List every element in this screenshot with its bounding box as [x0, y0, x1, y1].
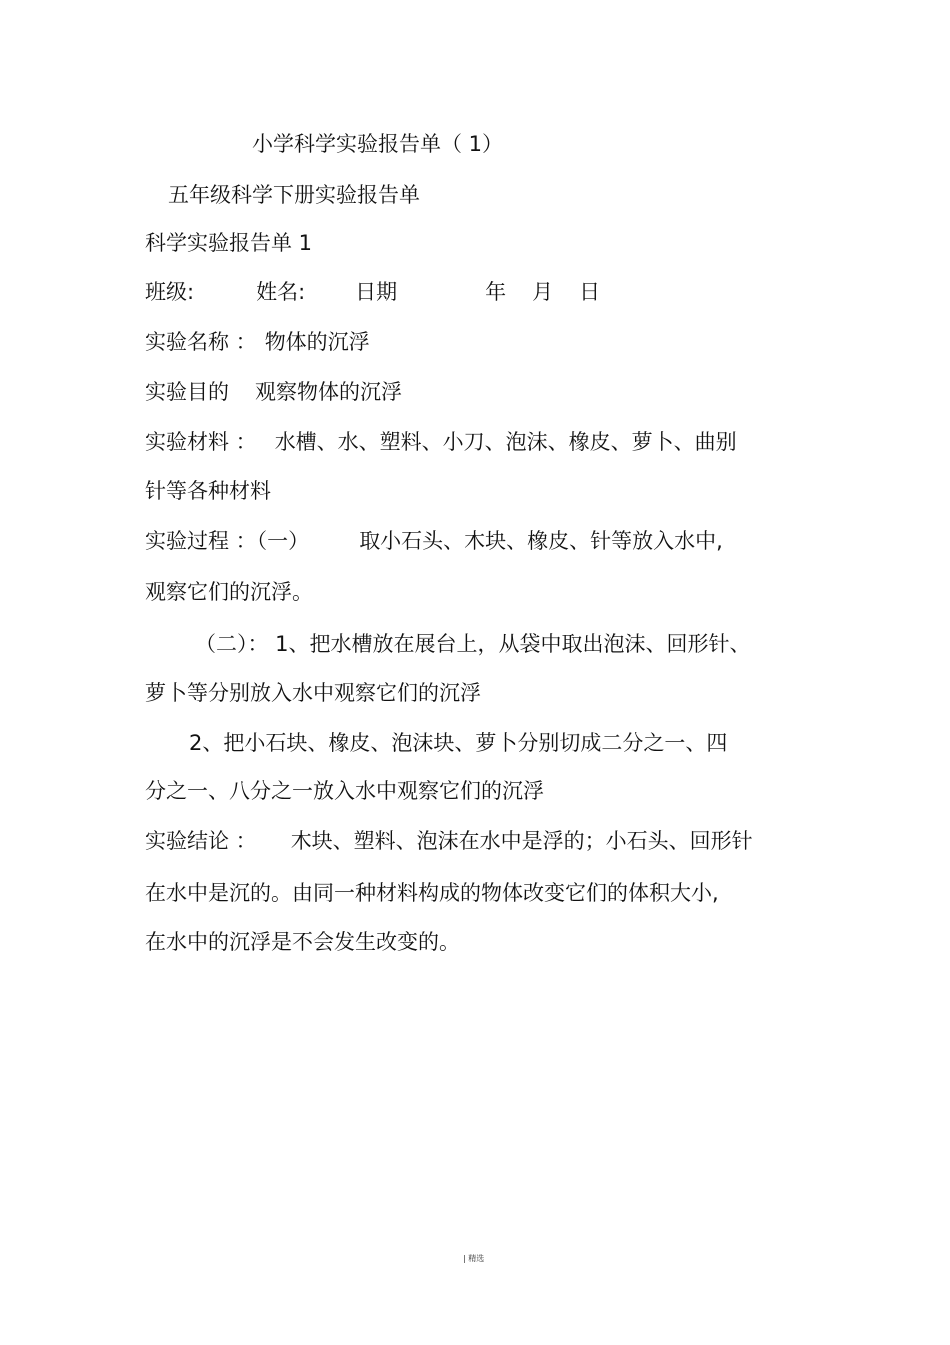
year-label: 年: [485, 280, 507, 304]
document-subtitle: 五年级科学下册实验报告单: [168, 183, 420, 207]
page-footer: | 精选: [463, 1254, 485, 1263]
conclusion-row: [145, 827, 753, 855]
day-label: 日: [579, 280, 601, 304]
process-step2-line2: 萝卜等分别放入水中观察它们的沉浮: [145, 681, 481, 705]
materials-value-line2: 针等各种材料: [145, 479, 271, 503]
process-step1-line2: 观察它们的沉浮。: [145, 580, 313, 604]
materials-label: 实验材料 ：: [145, 430, 257, 454]
process-label: 实验过程 ：（一）: [145, 529, 310, 553]
process-row-1: [145, 527, 723, 555]
conclusion-line3: 在水中的沉浮是不会发生改变的。: [145, 930, 460, 954]
purpose-label: 实验目的: [145, 380, 229, 404]
experiment-name-value: 物体的沉浮: [264, 330, 370, 354]
purpose-row: [145, 378, 402, 406]
purpose-value: 观察物体的沉浮: [255, 380, 402, 404]
conclusion-line1: 木块、塑料、泡沫在水中是浮的；小石头、回形针: [290, 829, 753, 853]
process-step1-line1: 取小石头、木块、橡皮、针等放入水中,: [359, 529, 723, 553]
conclusion-line2: 在水中是沉的。由同一种材料构成的物体改变它们的体积大小,: [145, 881, 719, 905]
experiment-name-row: [145, 328, 370, 356]
month-label: 月: [532, 280, 554, 304]
process-step2-line1: （二）： 1、把水槽放在展台上，从袋中取出泡沫、回形针、: [195, 632, 751, 656]
process-step3-line2: 分之一、八分之一放入水中观察它们的沉浮: [145, 779, 544, 803]
materials-row: [145, 428, 737, 456]
experiment-name-label: 实验名称 ：: [145, 330, 257, 354]
name-label: 姓名:: [256, 280, 306, 304]
report-heading: 科学实验报告单 1: [145, 231, 313, 255]
conclusion-label: 实验结论 ：: [145, 829, 257, 853]
class-label: 班级:: [145, 280, 195, 304]
materials-value-line1: 水槽、水、塑料、小刀、泡沫、橡皮、萝卜、曲别: [274, 430, 737, 454]
info-row: [145, 278, 600, 306]
process-step3-line1: 2、把小石块、橡皮、泡沫块、萝卜分别切成二分之一、四: [189, 731, 728, 755]
document-title: 小学科学实验报告单（ 1）: [252, 132, 504, 156]
date-label: 日期: [355, 280, 398, 304]
